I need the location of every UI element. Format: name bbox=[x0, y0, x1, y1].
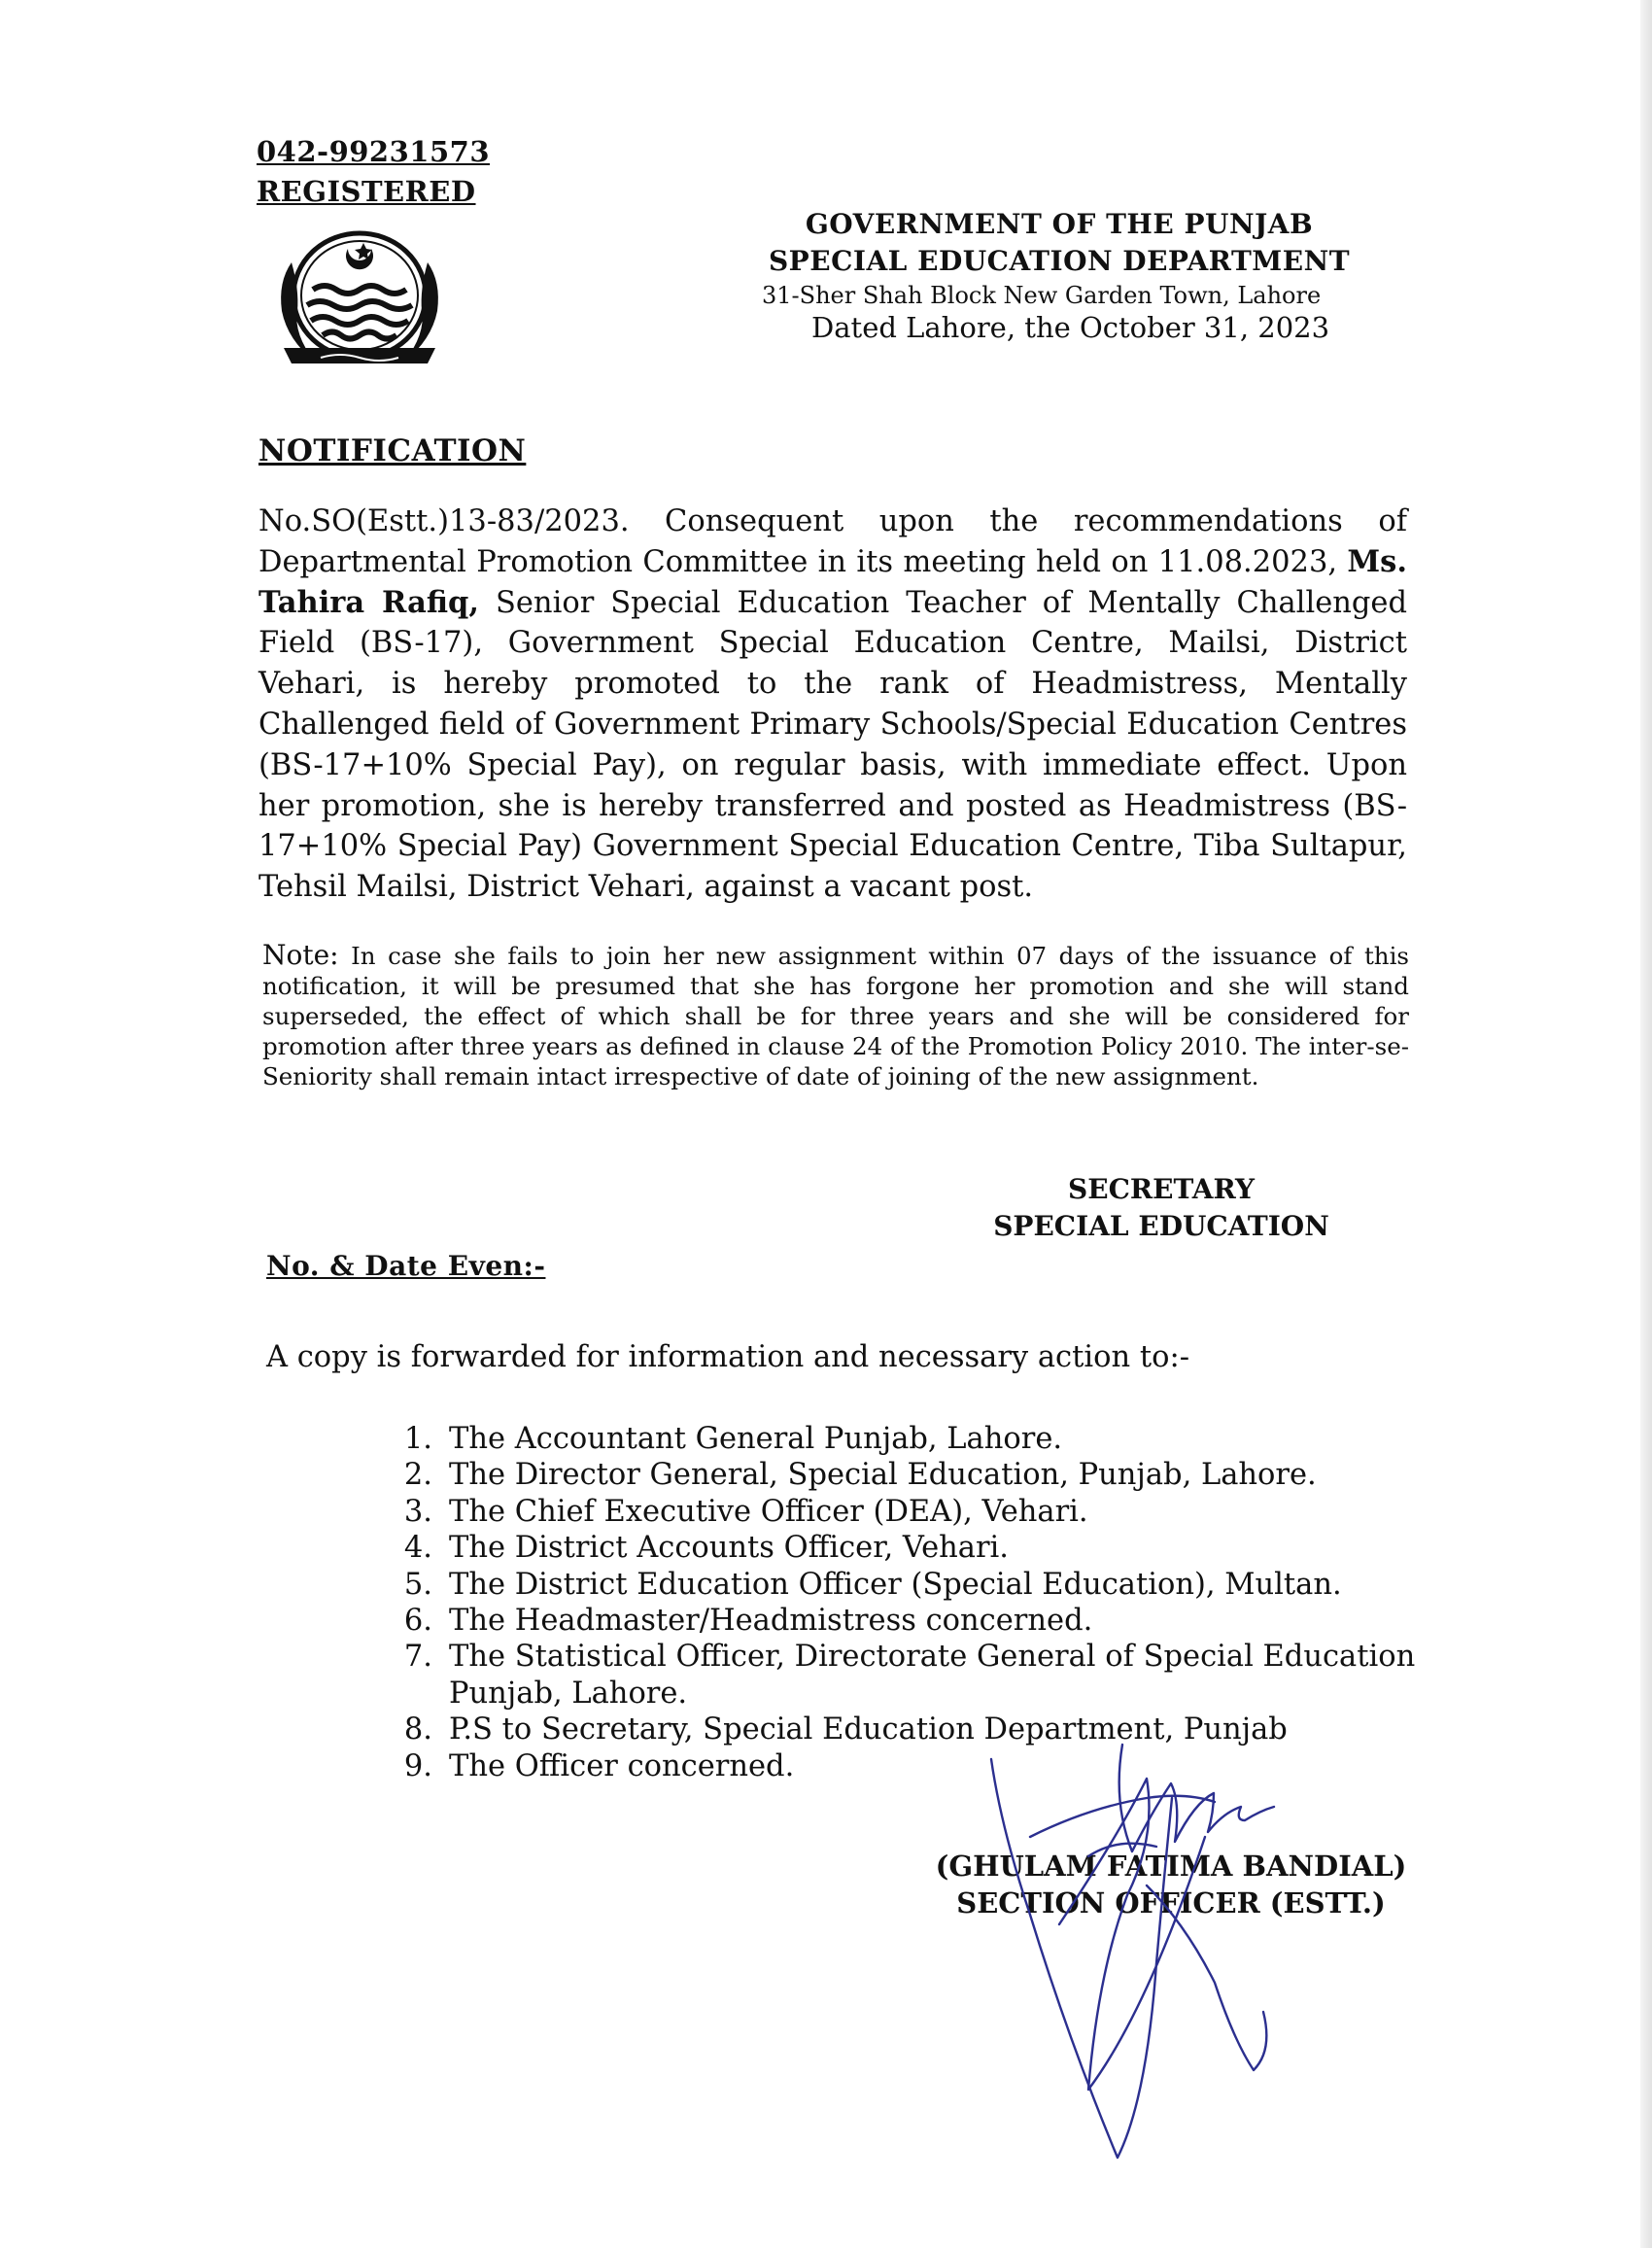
distribution-item bbox=[394, 1639, 1424, 1712]
no-date-even-heading: No. & Date Even:- bbox=[266, 1250, 546, 1282]
signature-icon bbox=[952, 1740, 1360, 2167]
distribution-item bbox=[394, 1603, 1424, 1639]
distribution-item-number: 8. bbox=[403, 1712, 432, 1747]
note-text: In case she fails to join her new assignment within 07 days of the issuance of this notification, it will be presumed that she has forgone her promotion and she will stand superseded, the effect of which shall be for three years and she will be considered for promotion after three years as defined in clause 24 of the Promotion Policy 2010. The inter-se-Seniority shall remain intact irrespective of date of joining of the new assignment. bbox=[262, 942, 1409, 1090]
signatory-name: (GHULAM FATIMA BANDIAL) bbox=[935, 1850, 1407, 1883]
issue-date: Dated Lahore, the October 31, 2023 bbox=[811, 311, 1330, 344]
distribution-item-number: 6. bbox=[403, 1604, 432, 1639]
signatory-title: SECTION OFFICER (ESTT.) bbox=[956, 1886, 1386, 1919]
promoted-officer-name: Ms. Tahira Rafiq, bbox=[258, 543, 1407, 620]
distribution-item-number: 5. bbox=[403, 1567, 432, 1602]
distribution-item-number: 4. bbox=[403, 1531, 432, 1566]
notification-title: NOTIFICATION bbox=[258, 433, 527, 468]
distribution-item-text: The District Accounts Officer, Vehari. bbox=[449, 1531, 1009, 1566]
body-opening: No.SO(Estt.)13-83/2023. Consequent upon the recommendations of Departmental Promotion Committee in its meeting held on 11.08.2023, bbox=[258, 504, 1407, 579]
distribution-item bbox=[394, 1567, 1424, 1603]
page-edge bbox=[1640, 0, 1652, 2248]
distribution-item-text: The Director General, Special Education, Punjab, Lahore. bbox=[449, 1458, 1317, 1493]
registered-label: REGISTERED bbox=[257, 175, 476, 208]
notification-body bbox=[258, 501, 1407, 908]
distribution-item-text: P.S to Secretary, Special Education Department, Punjab bbox=[449, 1712, 1288, 1747]
distribution-item bbox=[394, 1421, 1424, 1457]
distribution-item-number: 1. bbox=[403, 1422, 432, 1456]
government-title: GOVERNMENT OF THE PUNJAB bbox=[805, 208, 1314, 240]
note-label: Note: bbox=[262, 939, 339, 971]
note-paragraph bbox=[262, 940, 1409, 1091]
distribution-item-number: 3. bbox=[403, 1494, 432, 1529]
distribution-item-text: The Chief Executive Officer (DEA), Vehari. bbox=[449, 1494, 1088, 1529]
department-title: SPECIAL EDUCATION DEPARTMENT bbox=[768, 245, 1351, 277]
copy-forwarded-line: A copy is forwarded for information and necessary action to:- bbox=[266, 1340, 1190, 1374]
body-details: Senior Special Education Teacher of Mentally Challenged Field (BS-17), Government Special Education Centre, Mailsi, District Vehari, is hereby promoted to the rank of Headmistress, Mentally Challenged field of Government Primary Schools/Special Education Centres (BS-17+10% Special Pay), on regular basis, with immediate effect. Upon her promotion, she is hereby transferred and posted as Headmistress (BS-17+10% Special Pay) Government Special Education Centre, Tiba Sultapur, Tehsil Mailsi, District Vehari, against a vacant post. bbox=[258, 585, 1407, 905]
distribution-item-text: The Statistical Officer, Directorate General of Special Education Punjab, Lahore. bbox=[449, 1640, 1416, 1711]
distribution-item-text: The Officer concerned. bbox=[449, 1748, 795, 1783]
secretary-department: SPECIAL EDUCATION bbox=[993, 1210, 1329, 1242]
distribution-item bbox=[394, 1494, 1424, 1530]
distribution-item-number: 7. bbox=[403, 1640, 432, 1675]
distribution-item-number: 9. bbox=[403, 1748, 432, 1783]
phone-number: 042-99231573 bbox=[257, 135, 490, 168]
distribution-item-text: The Headmaster/Headmistress concerned. bbox=[449, 1604, 1093, 1639]
distribution-item-number: 2. bbox=[403, 1458, 432, 1493]
distribution-item-text: The District Education Officer (Special Education), Multan. bbox=[449, 1567, 1342, 1602]
distribution-list bbox=[394, 1421, 1424, 1784]
punjab-emblem-icon bbox=[262, 225, 457, 383]
department-address: 31-Sher Shah Block New Garden Town, Lahore bbox=[762, 282, 1322, 309]
distribution-item bbox=[394, 1530, 1424, 1566]
secretary-title: SECRETARY bbox=[1068, 1173, 1255, 1205]
distribution-item-text: The Accountant General Punjab, Lahore. bbox=[449, 1422, 1063, 1456]
distribution-item bbox=[394, 1457, 1424, 1493]
